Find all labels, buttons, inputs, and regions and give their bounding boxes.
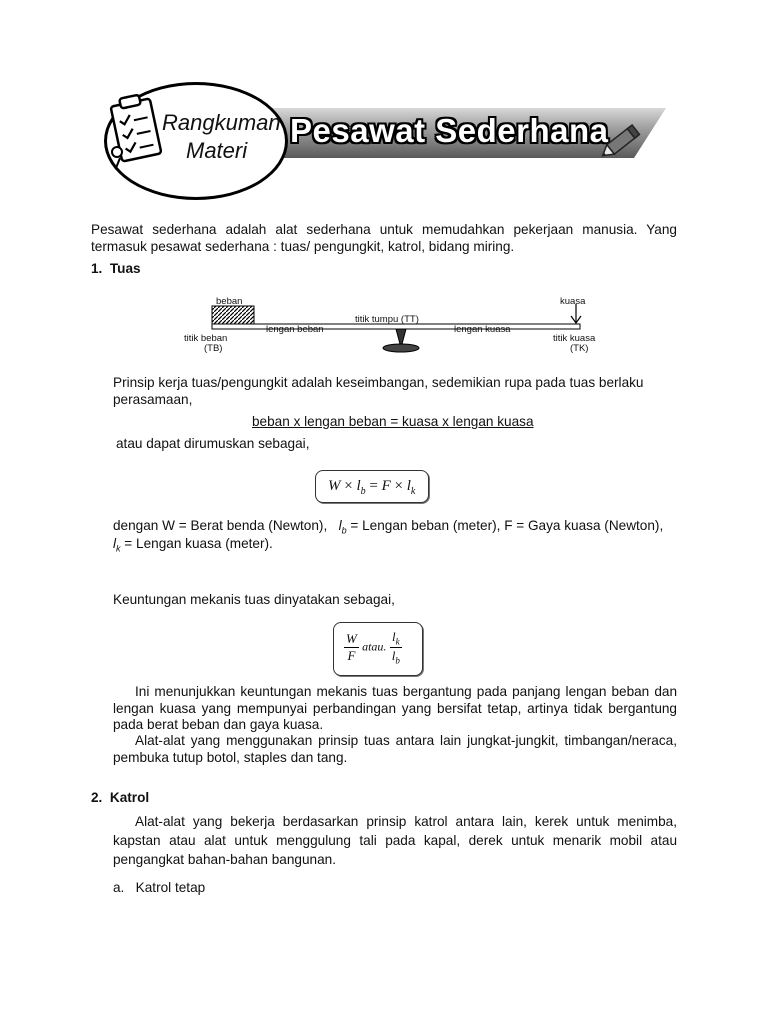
label-tk: (TK)	[570, 343, 589, 354]
label-titik-tumpu: titik tumpu (TT)	[355, 314, 419, 325]
principle-paragraph: Prinsip kerja tuas/pengungkit adalah keseimbangan, sedemikian rupa pada tuas berlaku perasamaan,	[113, 375, 644, 407]
label-tb: (TB)	[204, 343, 223, 354]
lever-equation: beban x lengan beban = kuasa x lengan kuasa	[252, 414, 534, 429]
lever-tools-paragraph: Alat-alat yang menggunakan prinsip tuas antara lain jungkat-jungkit, timbangan/neraca, pembuka tutup botol, staples dan tang.	[113, 733, 677, 765]
km-intro-text: Keuntungan mekanis tuas dinyatakan sebagai,	[113, 592, 395, 607]
clipboard-icon	[104, 90, 168, 170]
intro-paragraph: Pesawat sederhana adalah alat sederhana untuk memudahkan pekerjaan manusia. Yang termasuk pesawat sederhana : tuas/ pengungkit, katrol, bidang miring.	[91, 222, 677, 254]
or-formula-text: atau dapat dirumuskan sebagai,	[116, 436, 310, 451]
section-heading-katrol: 2. Katrol	[91, 790, 150, 805]
badge-label-line2: Materi	[186, 138, 248, 163]
pencil-icon	[594, 112, 652, 170]
load-block	[212, 306, 254, 324]
formula-mechanical-advantage: $\frac{W}{F}$ atau. $\frac{l_k}{l_b}$	[346, 629, 400, 666]
section-heading-tuas: 1. Tuas	[91, 261, 141, 276]
label-titik-beban: titik beban	[184, 333, 228, 344]
page-title: Pesawat Sederhana	[290, 112, 609, 149]
formula-balance: $W \times l_b = F \times l_k$	[328, 478, 416, 497]
pulley-paragraph: Alat-alat yang bekerja berdasarkan prinsip katrol antara lain, kerek untuk menimba, kapstan atau alat untuk menggulung tali pada kapal, derek untuk menarik mobil atau pengangkat bahan-bahan bangunan.	[113, 814, 677, 867]
formula-box-mechanical-advantage	[333, 622, 423, 676]
formula-box-balance	[315, 470, 429, 503]
label-beban: beban	[216, 296, 243, 307]
mechanical-advantage-paragraph: Ini menunjukkan keuntungan mekanis tuas bergantung pada panjang lengan beban dan lengan kuasa yang mempunyai perbandingan yang bersifat tetap, artinya tidak bergantung pada berat beban dan gaya kuasa.	[113, 684, 677, 732]
fulcrum	[388, 329, 414, 346]
label-kuasa: kuasa	[560, 296, 586, 307]
badge-label-line1: Rangkuman	[162, 110, 281, 135]
subheading-katrol-tetap: a. Katrol tetap	[113, 880, 206, 895]
definitions-line2: $l_k$ = Lengan kuasa (meter).	[113, 536, 273, 554]
lever-diagram	[170, 292, 620, 362]
definitions-line1: dengan W = Berat benda (Newton), $l_b$ = Lengan beban (meter), F = Gaya kuasa (Newton),	[113, 518, 664, 536]
fulcrum-base	[383, 344, 419, 352]
label-titik-kuasa: titik kuasa	[553, 333, 596, 344]
label-lengan-beban: lengan beban	[266, 324, 324, 335]
label-lengan-kuasa: lengan kuasa	[454, 324, 511, 335]
